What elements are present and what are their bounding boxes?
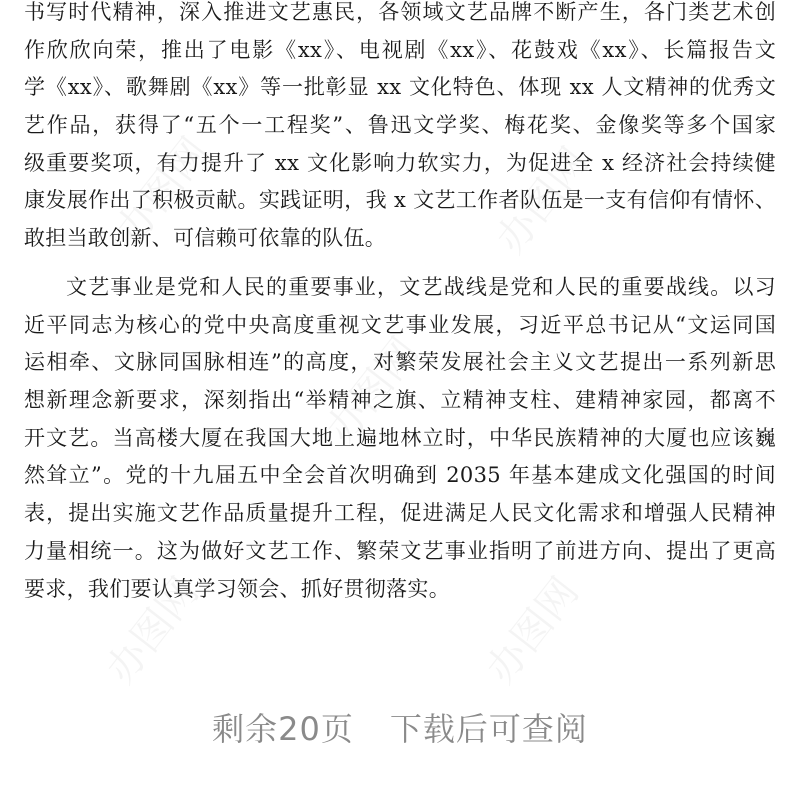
text-line: 艺作品，获得了“五个一工程奖”、鲁迅文学奖、梅花奖、金像奖等多个国家: [24, 113, 776, 138]
paragraph-1: [24, 0, 776, 258]
text-line: 然耸立”。党的十九届五中全会首次明确到 2035 年基本建成文化强国的时间: [24, 463, 776, 488]
text-line: 康发展作出了积极贡献。实践证明，我 x 文艺工作者队伍是一支有信仰有情怀、: [24, 188, 776, 213]
text-line: 想新理念新要求，深刻指出“举精神之旗、立精神支柱、建精神家园，都离不: [24, 388, 776, 413]
text-line: 学《xx》、歌舞剧《xx》等一批彰显 xx 文化特色、体现 xx 人文精神的优秀文: [24, 75, 776, 100]
text-line: 力量相统一。这为做好文艺工作、繁荣文艺事业指明了前进方向、提出了更高: [24, 538, 776, 563]
download-prompt[interactable]: [0, 706, 800, 752]
text-line: 文艺事业是党和人民的重要事业，文艺战线是党和人民的重要战线。以习: [66, 275, 776, 299]
text-line: 书写时代精神，深入推进文艺惠民，各领域文艺品牌不断产生，各门类艺术创: [24, 0, 776, 24]
remaining-pages-label: 剩余20页: [212, 710, 354, 748]
download-to-view-label: 下载后可查阅: [389, 710, 588, 748]
text-line: 表，提出实施文艺作品质量提升工程，促进满足人民文化需求和增强人民精神: [24, 501, 776, 526]
text-line: 要求，我们要认真学习领会、抓好贯彻落实。: [24, 576, 450, 601]
text-line: 级重要奖项，有力提升了 xx 文化影响力软实力，为促进全 x 经济社会持续健: [24, 150, 776, 175]
text-line: 运相牵、文脉同国脉相连”的高度，对繁荣发展社会主义文艺提出一系列新思: [24, 350, 776, 375]
text-line: 近平同志为核心的党中央高度重视文艺事业发展，习近平总书记从“文运同国: [24, 312, 776, 337]
text-line: 敢担当敢创新、可信赖可依靠的队伍。: [24, 226, 387, 251]
text-line: 作欣欣向荣，推出了电影《xx》、电视剧《xx》、花鼓戏《xx》、长篇报告文: [24, 37, 776, 62]
text-line: 开文艺。当高楼大厦在我国大地上遍地林立时，中华民族精神的大厦也应该巍: [24, 425, 776, 450]
paragraph-2: [24, 269, 776, 608]
